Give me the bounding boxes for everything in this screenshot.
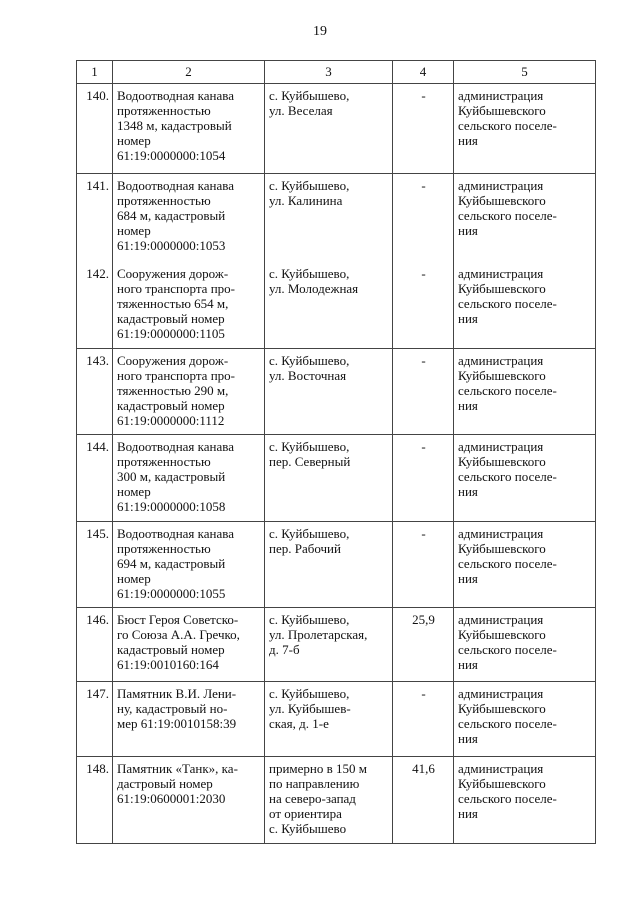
table-row — [77, 262, 596, 349]
row-number: 141. — [77, 174, 113, 262]
object-name: Сооружения дорож- ного транспорта про- тяженностью 290 м, кадастровый номер 61:19:0000000:1112 — [113, 349, 265, 435]
property-registry-table — [76, 60, 596, 844]
row-number: 143. — [77, 349, 113, 435]
row-number: 140. — [77, 84, 113, 174]
object-owner: администрация Куйбышевского сельского поселе- ния — [454, 522, 596, 608]
object-name: Бюст Героя Советско- го Союза А.А. Гречко, кадастровый номер 61:19:0010160:164 — [113, 608, 265, 682]
object-name: Водоотводная канава протяженностью 694 м, кадастровый номер 61:19:0000000:1055 — [113, 522, 265, 608]
table-row — [77, 84, 596, 174]
object-owner: администрация Куйбышевского сельского поселе- ния — [454, 349, 596, 435]
object-area: 25,9 — [393, 608, 454, 682]
object-owner: администрация Куйбышевского сельского поселе- ния — [454, 174, 596, 262]
object-area: - — [393, 262, 454, 349]
table-row — [77, 757, 596, 844]
object-owner: администрация Куйбышевского сельского поселе- ния — [454, 608, 596, 682]
object-address: с. Куйбышево, ул. Пролетарская, д. 7-б — [265, 608, 393, 682]
table-row — [77, 174, 596, 262]
object-owner: администрация Куйбышевского сельского поселе- ния — [454, 435, 596, 522]
row-number: 147. — [77, 682, 113, 757]
object-address: с. Куйбышево, ул. Восточная — [265, 349, 393, 435]
object-owner: администрация Куйбышевского сельского поселе- ния — [454, 262, 596, 349]
object-name: Водоотводная канава протяженностью 300 м, кадастровый номер 61:19:0000000:1058 — [113, 435, 265, 522]
object-address: с. Куйбышево, пер. Северный — [265, 435, 393, 522]
row-number: 148. — [77, 757, 113, 844]
table-row — [77, 349, 596, 435]
row-number: 146. — [77, 608, 113, 682]
object-area: 41,6 — [393, 757, 454, 844]
object-owner: администрация Куйбышевского сельского поселе- ния — [454, 682, 596, 757]
object-address: с. Куйбышево, ул. Куйбышев- ская, д. 1-е — [265, 682, 393, 757]
table-row — [77, 608, 596, 682]
object-area: - — [393, 682, 454, 757]
object-address: с. Куйбышево, ул. Калинина — [265, 174, 393, 262]
table-row — [77, 435, 596, 522]
column-header: 2 — [113, 61, 265, 84]
object-address: с. Куйбышево, ул. Веселая — [265, 84, 393, 174]
object-owner: администрация Куйбышевского сельского поселе- ния — [454, 757, 596, 844]
object-area: - — [393, 349, 454, 435]
object-address: с. Куйбышево, ул. Молодежная — [265, 262, 393, 349]
column-header: 4 — [393, 61, 454, 84]
object-name: Памятник В.И. Лени- ну, кадастровый но- мер 61:19:0010158:39 — [113, 682, 265, 757]
object-name: Памятник «Танк», ка- дастровый номер 61:19:0600001:2030 — [113, 757, 265, 844]
column-header: 3 — [265, 61, 393, 84]
column-header: 5 — [454, 61, 596, 84]
object-name: Водоотводная канава протяженностью 1348 м, кадастровый номер 61:19:0000000:1054 — [113, 84, 265, 174]
row-number: 145. — [77, 522, 113, 608]
object-address: примерно в 150 м по направлению на северо-запад от ориентира с. Куйбышево — [265, 757, 393, 844]
object-name: Сооружения дорож- ного транспорта про- тяженностью 654 м, кадастровый номер 61:19:0000000:1105 — [113, 262, 265, 349]
object-area: - — [393, 174, 454, 262]
object-name: Водоотводная канава протяженностью 684 м, кадастровый номер 61:19:0000000:1053 — [113, 174, 265, 262]
object-area: - — [393, 522, 454, 608]
object-address: с. Куйбышево, пер. Рабочий — [265, 522, 393, 608]
object-area: - — [393, 435, 454, 522]
row-number: 144. — [77, 435, 113, 522]
object-owner: администрация Куйбышевского сельского поселе- ния — [454, 84, 596, 174]
table-row — [77, 522, 596, 608]
page-number: 19 — [313, 24, 327, 39]
row-number: 142. — [77, 262, 113, 349]
table-row — [77, 682, 596, 757]
object-area: - — [393, 84, 454, 174]
header-row — [77, 61, 596, 84]
column-header: 1 — [77, 61, 113, 84]
